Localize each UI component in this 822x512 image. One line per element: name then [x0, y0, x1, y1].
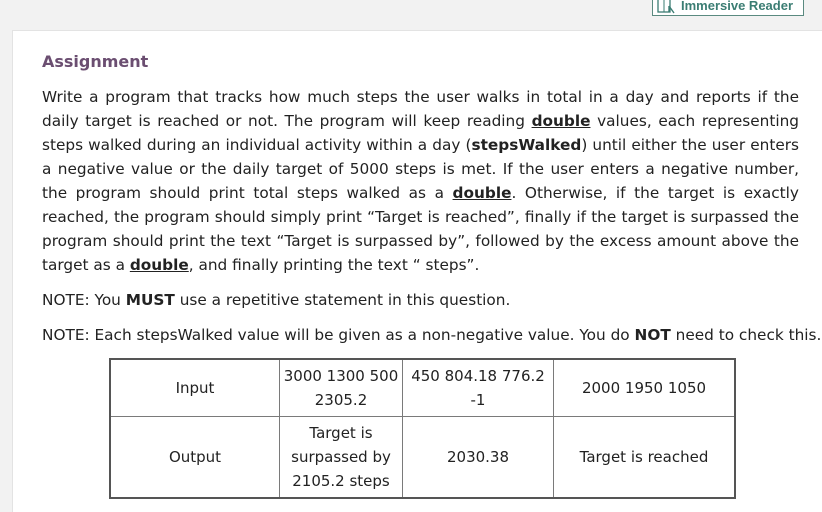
keyword-double: double [452, 184, 512, 202]
assignment-description: Write a program that tracks how much steps the user walks in total in a day and reports if the daily target is reached or not. The program will keep reading double values, each representing steps walked during an individual activity within a day (stepsWalked) until either the user enters a negative value or the daily target of 5000 steps is met. If the user enters a negative number, the program should print total steps walked as a double. Otherwise, if the target is exactly reached, the program should simply print “Target is reached”, finally if the target is surpassed the program should print the text “Target is surpassed by”, followed by the excess amount above the target as a double, and finally printing the text “ steps”. [42, 88, 799, 274]
top-bar [0, 0, 822, 22]
example-2-input: 450 804.18 776.2 -1 [403, 359, 554, 417]
immersive-reader-button[interactable] [652, 0, 804, 16]
note-repetitive-statement: NOTE: You MUST use a repetitive statement in this question. [42, 291, 511, 309]
example-3-output: Target is reached [554, 417, 736, 499]
note-non-negative: NOTE: Each stepsWalked value will be given as a non-negative value. You do NOT need to check this. [42, 326, 822, 344]
table-row-input [110, 359, 735, 417]
example-2-output: 2030.38 [403, 417, 554, 499]
assignment-heading: Assignment [42, 52, 149, 71]
keyword-double: double [129, 256, 189, 274]
keyword-double: double [531, 112, 591, 130]
immersive-reader-label: Immersive Reader [681, 0, 794, 13]
output-label-cell: Output [110, 417, 280, 499]
example-3-input: 2000 1950 1050 [554, 359, 736, 417]
example-1-output: Target is surpassed by 2105.2 steps [280, 417, 403, 499]
keyword-steps-walked: stepsWalked [471, 136, 582, 154]
immersive-reader-icon [657, 0, 675, 15]
input-label-cell: Input [110, 359, 280, 417]
table-row-output [110, 417, 735, 499]
example-1-input: 3000 1300 500 2305.2 [280, 359, 403, 417]
assignment-card [12, 30, 822, 512]
io-examples-table [109, 358, 736, 499]
